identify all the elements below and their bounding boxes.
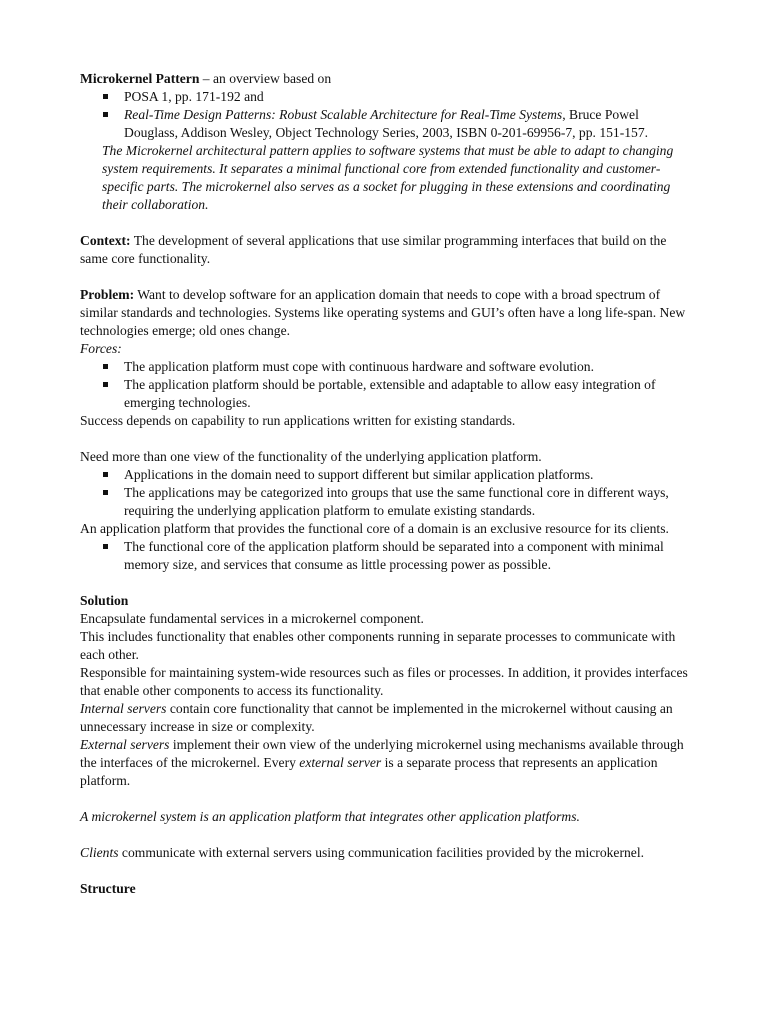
structure-heading [80,880,690,898]
force-item: The application platform must cope with continuous hardware and software evolution. [80,358,690,376]
solution-p1: Encapsulate fundamental services in a microkernel component. [80,611,424,626]
structure-title: Structure [80,881,136,896]
clients-term: Clients [80,845,119,860]
external-servers-text: implement their own view of the underlying microkernel using mechanisms available through the interfaces of the microkernel. Every [80,737,684,770]
reference-book-title: Real-Time Design Patterns: Robust Scalable Architecture for Real-Time Systems [124,107,563,122]
view-list [80,466,690,520]
summary-text: The Microkernel architectural pattern applies to software systems that must be able to adapt to changing system requirements. It separates a minimal functional core from extended functionality and customer-specific parts. The microkernel also serves as a socket for plugging in these extensions and coordinating their collaboration. [102,143,674,212]
problem-paragraph [80,286,690,340]
solution-heading [80,592,690,610]
forces-text: Forces: [80,341,122,356]
solution-title: Solution [80,593,129,608]
reference-text: POSA 1, pp. 171-192 and [124,89,264,104]
forces-list [80,358,690,412]
external-server-term: external server [299,755,382,770]
clients-paragraph [80,844,690,862]
forces-label [80,340,690,358]
exclusive-statement: An application platform that provides the functional core of a domain is an exclusive resource for its clients. [80,521,669,536]
reference-details: , Bruce Powel Douglass, Addison Wesley, Object Technology Series, 2003, ISBN 0-201-69956-7, pp. 151-157. [124,107,649,140]
external-servers-term: External servers [80,737,170,752]
internal-servers-text: contain core functionality that cannot be implemented in the microkernel without causing an unnecessary increase in size or complexity. [80,701,673,734]
solution-p2: This includes functionality that enables other components running in separate processes to communicate with each other. [80,629,676,662]
intro-summary [80,142,690,214]
core-list [80,538,690,574]
system-statement [80,808,690,826]
document-page [80,70,690,898]
solution-p3: Responsible for maintaining system-wide resources such as files or processes. In addition, it provides interfaces that enable other components to access its functionality. [80,665,688,698]
problem-label: Problem: [80,287,135,302]
view-item: Applications in the domain need to support different but similar application platforms. [80,466,690,484]
reference-item [80,88,690,106]
pattern-title: Microkernel Pattern [80,71,200,86]
context-paragraph [80,232,690,268]
context-label: Context: [80,233,131,248]
clients-text: communicate with external servers using communication facilities provided by the microkernel. [118,845,644,860]
view-item: The applications may be categorized into groups that use the same functional core in different ways, requiring the underlying application platform to emulate existing standards. [80,484,690,520]
context-text: The development of several applications that use similar programming interfaces that build on the same core functionality. [80,233,667,266]
reference-item [80,106,690,142]
core-item: The functional core of the application platform should be separated into a component with minimal memory size, and services that consume as little processing power as possible. [80,538,690,574]
view-statement: Need more than one view of the functionality of the underlying application platform. [80,449,542,464]
intro-heading [80,70,690,88]
problem-text: Want to develop software for an application domain that needs to cope with a broad spectrum of similar standards and technologies. Systems like operating systems and GUI’s often have a long life-span. New technologies emerge; old ones change. [80,287,686,338]
success-statement: Success depends on capability to run applications written for existing standards. [80,413,516,428]
title-suffix: – an overview based on [199,71,332,86]
external-servers-text-end: is a separate process that represents an application platform. [80,755,658,788]
system-statement-text: A microkernel system is an application platform that integrates other application platforms. [80,809,580,824]
force-item: The application platform should be portable, extensible and adaptable to allow easy integration of emerging technologies. [80,376,690,412]
external-servers-paragraph [80,736,690,790]
reference-list [80,88,690,142]
internal-servers-term: Internal servers [80,701,167,716]
internal-servers-paragraph [80,700,690,736]
